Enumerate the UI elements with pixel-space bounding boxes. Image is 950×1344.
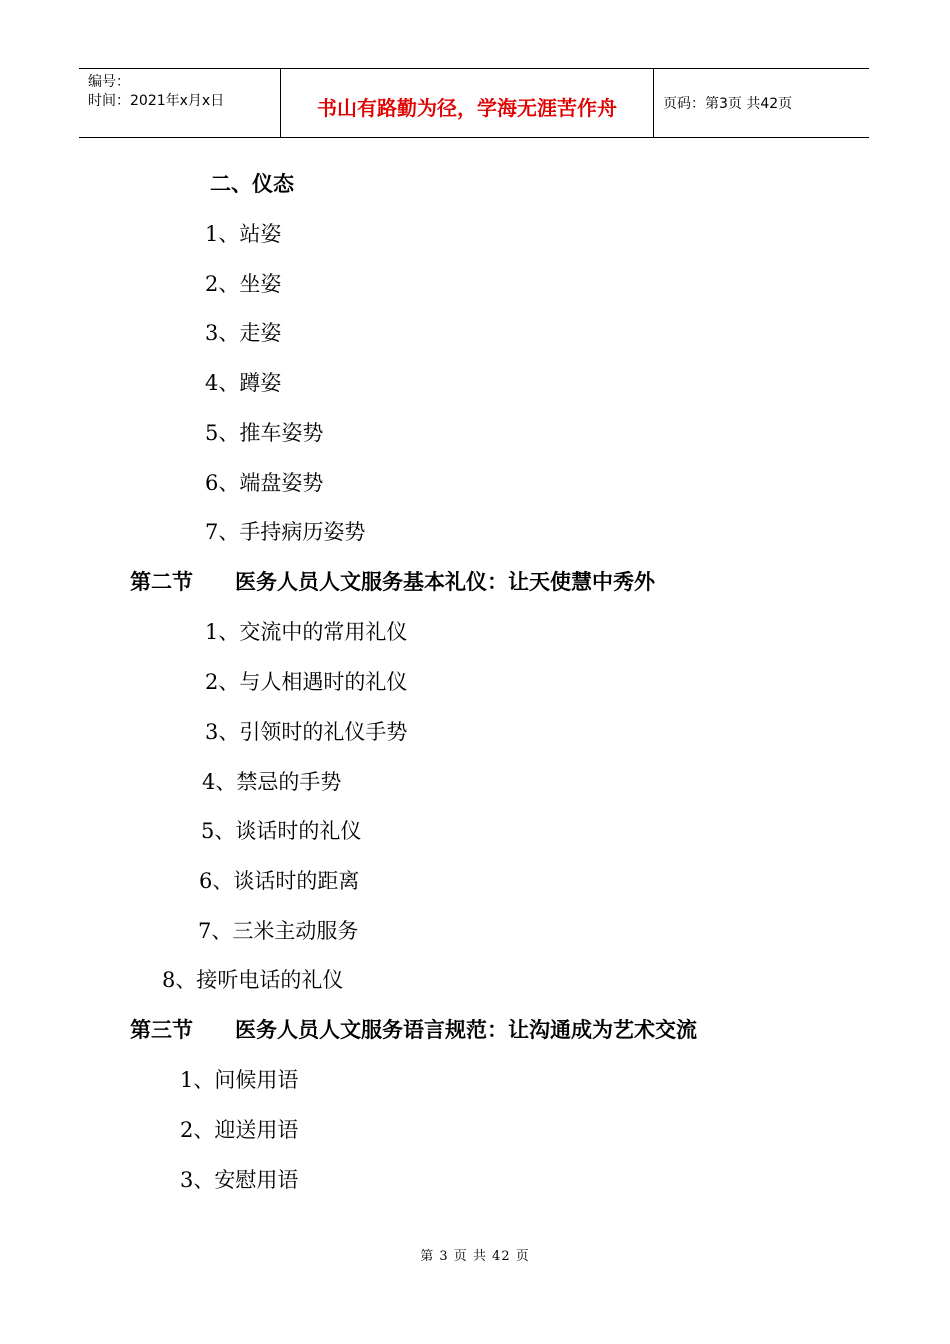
list-item: 3、走姿	[205, 321, 282, 345]
list-item: 8、接听电话的礼仪	[162, 968, 344, 992]
section-heading-2: 第二节 医务人员人文服务基本礼仪：让天使慧中秀外	[130, 569, 655, 594]
motto-text: 书山有路勤为径，学海无涯苦作舟	[317, 96, 617, 120]
list-item: 6、谈话时的距离	[199, 869, 360, 893]
page-header	[79, 68, 869, 138]
page-info: 页码：第3页 共42页	[663, 96, 793, 112]
list-item: 6、端盘姿势	[205, 471, 324, 495]
list-item: 5、推车姿势	[205, 421, 324, 445]
list-item: 5、谈话时的礼仪	[201, 819, 362, 843]
list-item: 1、站姿	[205, 222, 282, 246]
header-meta-cell	[79, 69, 281, 137]
page-footer: 第 3 页 共 42 页	[420, 1249, 530, 1264]
section-heading-3: 第三节 医务人员人文服务语言规范：让沟通成为艺术交流	[130, 1017, 697, 1042]
header-motto-cell	[281, 69, 654, 137]
list-item: 7、三米主动服务	[198, 919, 359, 943]
number-label: 编号：	[88, 74, 130, 90]
list-item: 4、禁忌的手势	[202, 770, 342, 794]
list-item: 4、蹲姿	[205, 371, 282, 395]
list-item: 2、坐姿	[205, 272, 282, 296]
time-label: 时间：2021年x月x日	[88, 93, 225, 109]
list-item: 7、手持病历姿势	[205, 520, 366, 544]
list-item: 2、与人相遇时的礼仪	[205, 670, 408, 694]
header-page-cell	[654, 69, 869, 137]
section-heading-demeanor: 二、仪态	[210, 171, 294, 196]
list-item: 3、引领时的礼仪手势	[205, 720, 408, 744]
list-item: 1、问候用语	[180, 1068, 299, 1092]
list-item: 3、安慰用语	[180, 1168, 299, 1192]
list-item: 1、交流中的常用礼仪	[205, 620, 408, 644]
list-item: 2、迎送用语	[180, 1118, 299, 1142]
